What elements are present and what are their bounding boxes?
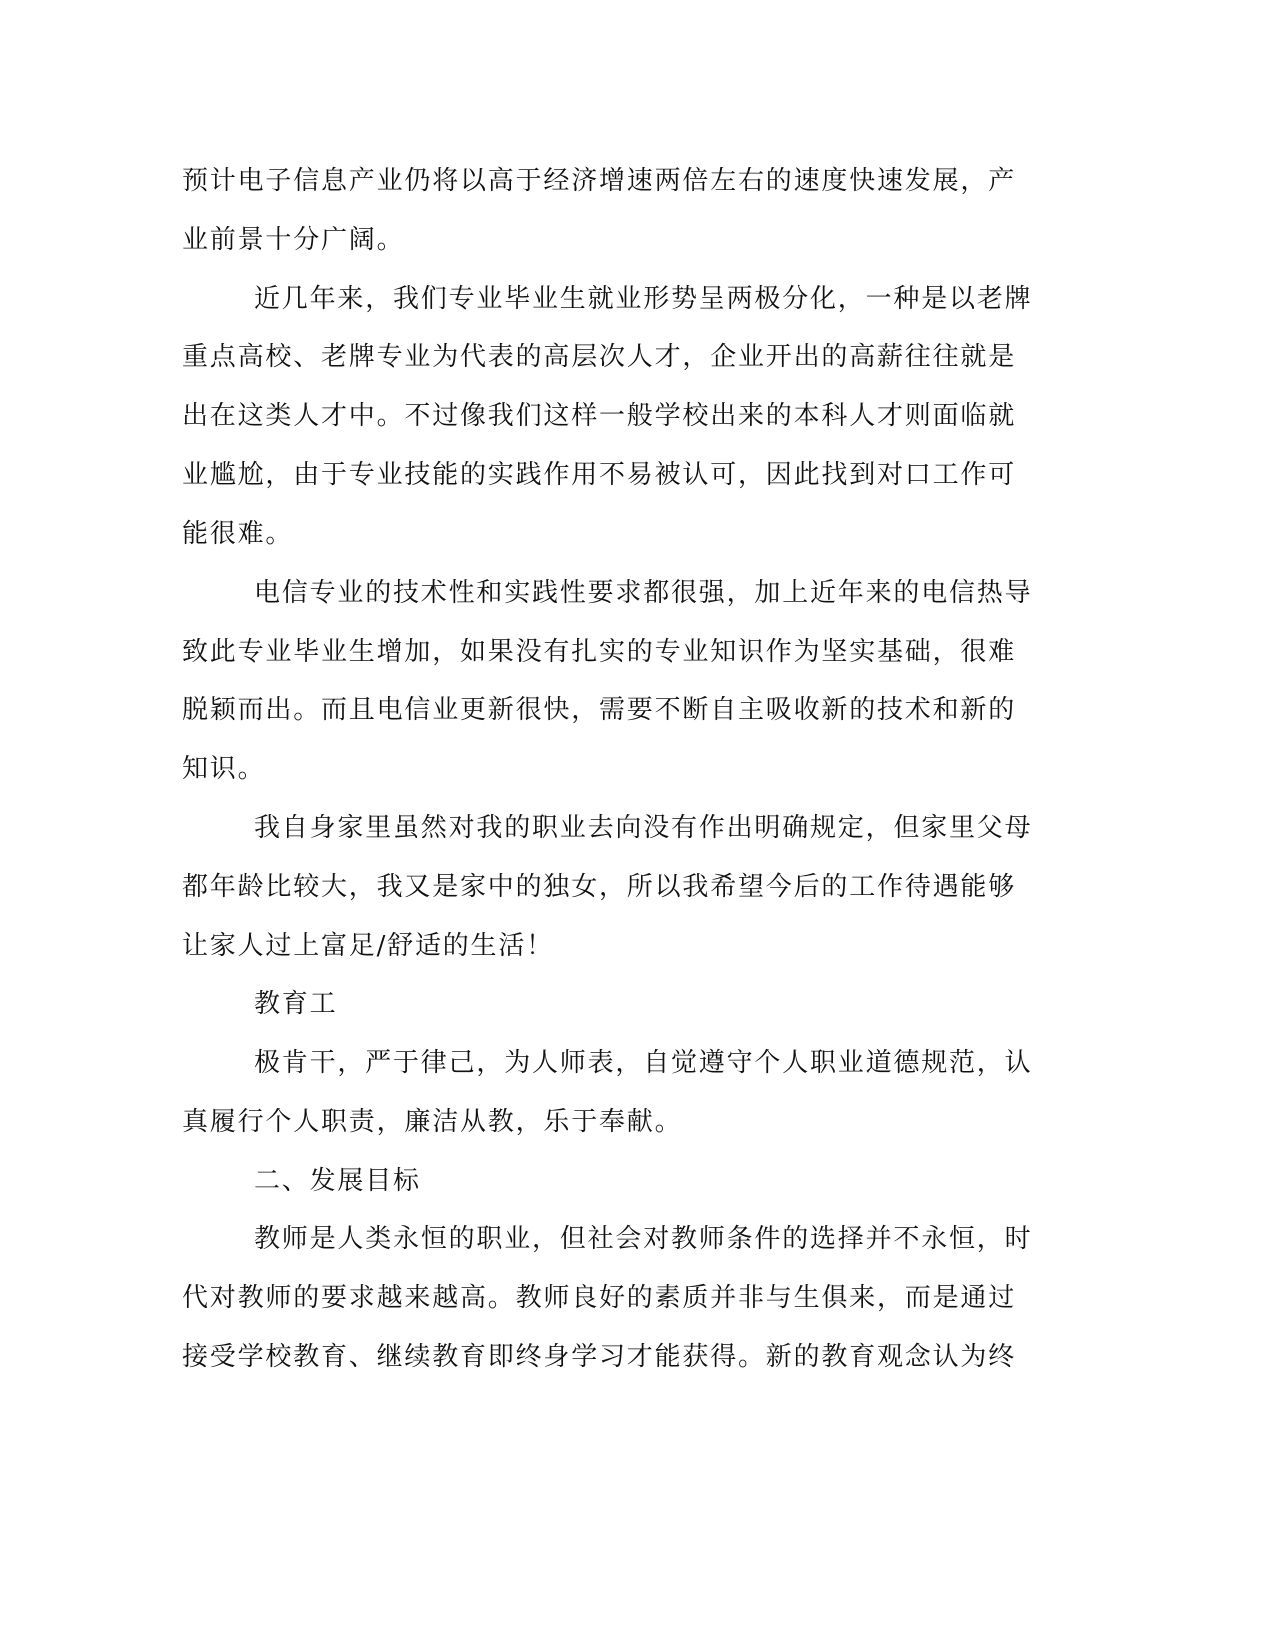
text-line-21: 接受学校教育、继续教育即终身学习才能获得。新的教育观念认为终 — [182, 1342, 1017, 1372]
text-line-8: 电信专业的技术性和实践性要求都很强，加上近年来的电信热导 — [254, 578, 1033, 608]
text-line-6: 业尴尬，由于专业技能的实践作用不易被认可，因此找到对口工作可 — [182, 460, 1017, 490]
text-line-15: 教育工 — [254, 989, 338, 1019]
text-line-9: 致此专业毕业生增加，如果没有扎实的专业知识作为坚实基础，很难 — [182, 637, 1017, 667]
text-line-1: 预计电子信息产业仍将以高于经济增速两倍左右的速度快速发展，产 — [182, 166, 1017, 196]
text-line-14: 让家人过上富足/舒适的生活！ — [182, 931, 554, 961]
text-line-20: 代对教师的要求越来越高。教师良好的素质并非与生俱来，而是通过 — [182, 1283, 1017, 1313]
text-line-18: 二、发展目标 — [254, 1166, 421, 1196]
text-line-7: 能很难。 — [182, 519, 294, 549]
text-line-4: 重点高校、老牌专业为代表的高层次人才，企业开出的高薪往往就是 — [182, 342, 1017, 372]
text-line-11: 知识。 — [182, 754, 266, 784]
text-line-17: 真履行个人职责，廉洁从教，乐于奉献。 — [182, 1107, 683, 1137]
text-line-10: 脱颖而出。而且电信业更新很快，需要不断自主吸收新的技术和新的 — [182, 695, 1017, 725]
text-line-5: 出在这类人才中。不过像我们这样一般学校出来的本科人才则面临就 — [182, 401, 1017, 431]
text-line-2: 业前景十分广阔。 — [182, 225, 405, 255]
text-line-13: 都年龄比较大，我又是家中的独女，所以我希望今后的工作待遇能够 — [182, 872, 1017, 902]
text-line-19: 教师是人类永恒的职业，但社会对教师条件的选择并不永恒，时 — [254, 1224, 1033, 1254]
text-line-16: 极肯干，严于律己，为人师表，自觉遵守个人职业道德规范，认 — [254, 1048, 1033, 1078]
text-line-3: 近几年来，我们专业毕业生就业形势呈两极分化，一种是以老牌 — [254, 284, 1033, 314]
text-line-12: 我自身家里虽然对我的职业去向没有作出明确规定，但家里父母 — [254, 813, 1033, 843]
